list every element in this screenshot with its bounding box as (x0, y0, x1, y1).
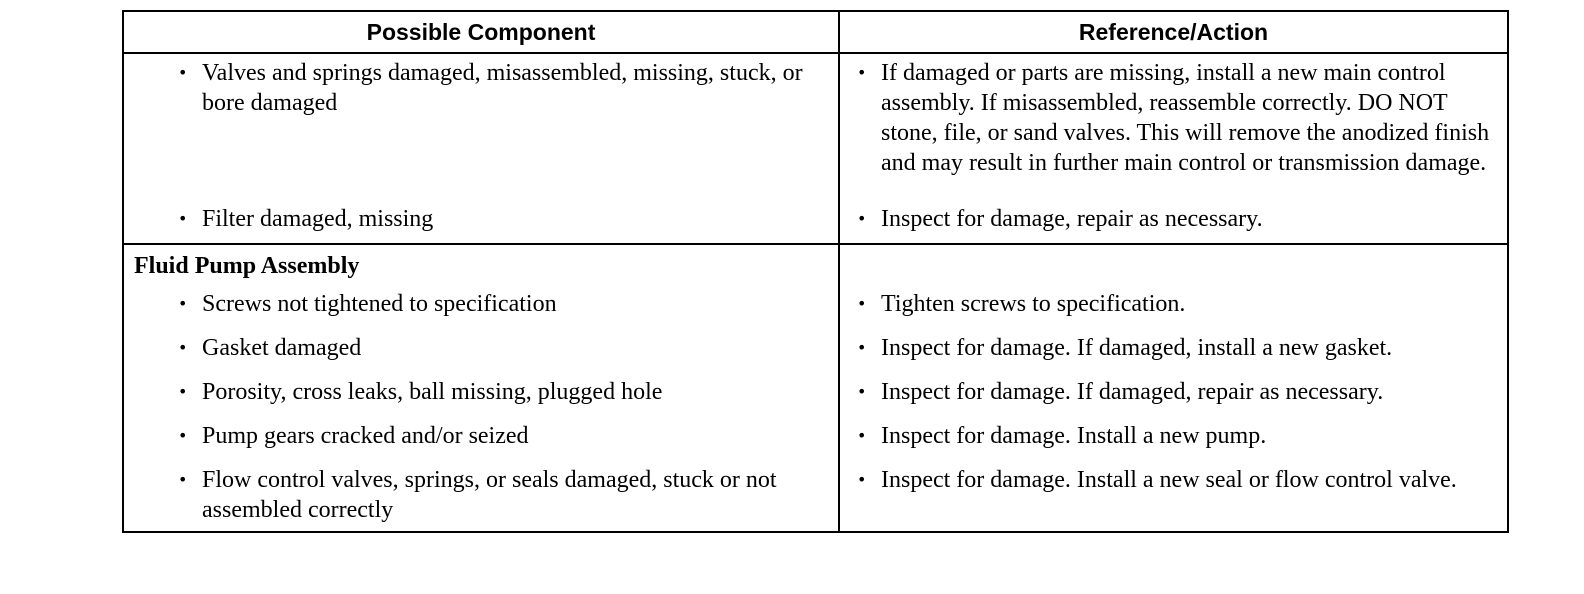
header-possible-component: Possible Component (123, 11, 839, 53)
table-row (123, 465, 1508, 532)
component-text: Filter damaged, missing (202, 206, 434, 232)
action-cell (839, 53, 1508, 204)
component-item (178, 204, 816, 234)
component-text: Flow control valves, springs, or seals damaged, stuck or not assembled correctly (202, 467, 777, 523)
action-item (857, 421, 1493, 451)
section-title: Fluid Pump Assembly (134, 253, 360, 279)
component-cell (123, 333, 839, 377)
action-text: Tighten screws to specification. (881, 291, 1186, 317)
component-cell (123, 421, 839, 465)
component-item (178, 377, 816, 407)
action-cell (839, 377, 1508, 421)
component-item (178, 58, 816, 118)
bullet-icon: • (178, 63, 188, 82)
table-row (123, 377, 1508, 421)
component-text: Pump gears cracked and/or seized (202, 423, 529, 449)
bullet-icon: • (857, 338, 867, 357)
table-row (123, 53, 1508, 204)
component-item (178, 465, 816, 525)
header-row (123, 11, 1508, 53)
component-text: Valves and springs damaged, misassembled, missing, stuck, or bore damaged (202, 60, 803, 116)
action-item (857, 333, 1493, 363)
action-item (857, 58, 1493, 178)
component-text: Gasket damaged (202, 335, 362, 361)
table-row (123, 333, 1508, 377)
action-item (857, 289, 1493, 319)
action-item (857, 204, 1493, 234)
bullet-icon: • (178, 209, 188, 228)
action-cell (839, 333, 1508, 377)
bullet-icon: • (178, 426, 188, 445)
header-reference-action: Reference/Action (839, 11, 1508, 53)
bullet-icon: • (178, 294, 188, 313)
bullet-icon: • (857, 426, 867, 445)
bullet-icon: • (857, 63, 867, 82)
section-cell (123, 244, 839, 289)
action-cell (839, 204, 1508, 244)
section-empty-cell (839, 244, 1508, 289)
component-cell (123, 465, 839, 532)
action-text: Inspect for damage. If damaged, install a new gasket. (881, 335, 1393, 361)
action-text: If damaged or parts are missing, install a new main control assembly. If misassembled, reassemble correctly. DO NOT stone, file, or sand valves. This will remove the anodized finish and may result in further main control or transmission damage. (881, 60, 1490, 176)
action-item (857, 465, 1493, 495)
action-item (857, 377, 1493, 407)
action-text: Inspect for damage. If damaged, repair as necessary. (881, 379, 1384, 405)
bullet-icon: • (178, 382, 188, 401)
bullet-icon: • (857, 382, 867, 401)
action-text: Inspect for damage, repair as necessary. (881, 206, 1263, 232)
action-cell (839, 465, 1508, 532)
component-cell (123, 53, 839, 204)
table-row (123, 204, 1508, 244)
bullet-icon: • (857, 294, 867, 313)
action-cell (839, 421, 1508, 465)
action-text: Inspect for damage. Install a new seal or flow control valve. (881, 467, 1457, 493)
component-cell (123, 377, 839, 421)
action-text: Inspect for damage. Install a new pump. (881, 423, 1267, 449)
table-row (123, 421, 1508, 465)
component-item (178, 421, 816, 451)
table-row (123, 289, 1508, 333)
bullet-icon: • (178, 338, 188, 357)
component-item (178, 333, 816, 363)
component-text: Screws not tightened to specification (202, 291, 557, 317)
bullet-icon: • (857, 209, 867, 228)
action-cell (839, 289, 1508, 333)
component-text: Porosity, cross leaks, ball missing, plugged hole (202, 379, 663, 405)
diagnosis-table (122, 10, 1509, 533)
component-cell (123, 204, 839, 244)
component-cell (123, 289, 839, 333)
bullet-icon: • (178, 470, 188, 489)
component-item (178, 289, 816, 319)
bullet-icon: • (857, 470, 867, 489)
section-row (123, 244, 1508, 289)
